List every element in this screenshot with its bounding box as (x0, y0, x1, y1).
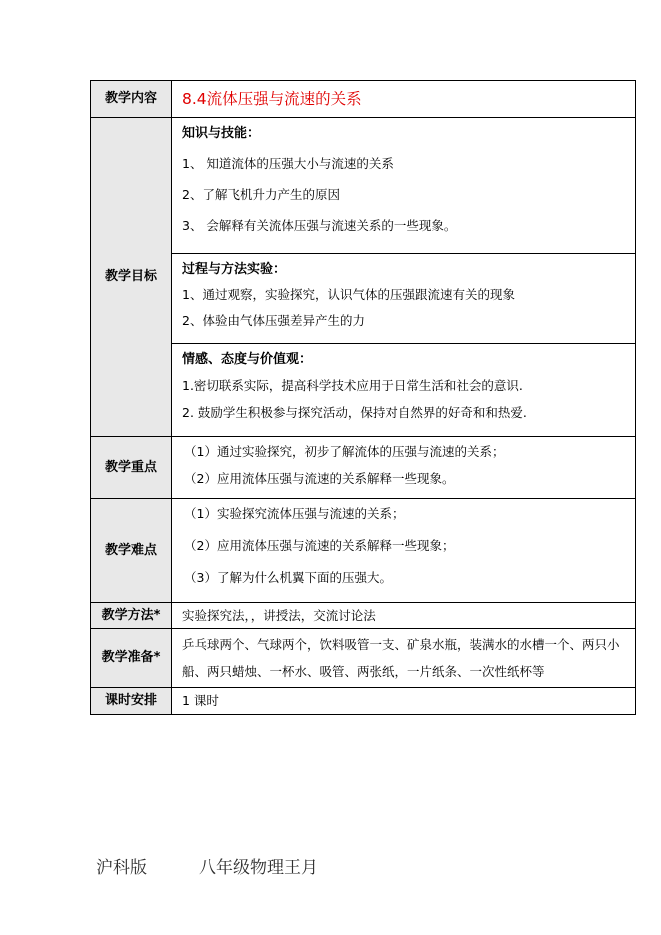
teaching-goals-label: 教学目标 (91, 118, 172, 437)
goal-knowledge-item: 3、 会解释有关流体压强与流速关系的一些现象。 (182, 218, 457, 233)
key-points-cell (172, 437, 636, 499)
difficulty-item: （1）实验探究流体压强与流速的关系； (184, 506, 405, 521)
goal-values-item: 1.密切联系实际，提高科学技术应用于日常生活和社会的意识. (182, 378, 523, 393)
difficulties-cell (172, 499, 636, 603)
difficulties-label: 教学难点 (91, 499, 172, 603)
key-point-item: （1）通过实验探究，初步了解流体的压强与流速的关系； (184, 444, 505, 459)
footer-course: 八年级物理王月 (199, 858, 318, 878)
footer-edition: 沪科版 (96, 858, 147, 878)
page-footer (96, 853, 318, 878)
row-methods (91, 603, 636, 629)
row-goals-process (91, 254, 636, 344)
lesson-plan-table (90, 80, 636, 715)
difficulty-item: （3）了解为什么机翼下面的压强大。 (184, 570, 392, 585)
goal-knowledge-item: 1、 知道流体的压强大小与流速的关系 (182, 156, 394, 171)
goal-knowledge-item: 2、了解飞机升力产生的原因 (182, 187, 340, 202)
row-preparation (91, 629, 636, 688)
goal-section-process (172, 254, 636, 344)
goal-process-item: 2、体验由气体压强差异产生的力 (182, 313, 365, 328)
row-key-points (91, 437, 636, 499)
goal-process-item: 1、通过观察，实验探究，认识气体的压强跟流速有关的现象 (182, 287, 515, 302)
schedule-cell: 1 课时 (172, 688, 636, 715)
difficulty-item: （2）应用流体压强与流速的关系解释一些现象； (184, 538, 455, 553)
preparation-text: 乒乓球两个、气球两个，饮料吸管一支、矿泉水瓶，装满水的水槽一个、两只小船、两只蜡烛、一杯水、吸管、两张纸，一片纸条、一次性纸杯等 (182, 637, 620, 679)
goal-process-heading: 过程与方法实验： (182, 262, 287, 277)
row-schedule (91, 688, 636, 715)
preparation-cell (172, 629, 636, 688)
teaching-content-label: 教学内容 (91, 81, 172, 118)
preparation-label: 教学准备* (91, 629, 172, 688)
goal-values-item: 2. 鼓励学生积极参与探究活动，保持对自然界的好奇和和热爱. (182, 405, 527, 420)
row-teaching-content (91, 81, 636, 118)
goal-section-knowledge (172, 118, 636, 254)
goal-section-values (172, 344, 636, 437)
teaching-content-value-cell (172, 81, 636, 118)
goal-values-heading: 情感、态度与价值观： (182, 352, 313, 367)
methods-cell: 实验探究法，，讲授法，交流讨论法 (172, 603, 636, 629)
schedule-label: 课时安排 (91, 688, 172, 715)
key-points-label: 教学重点 (91, 437, 172, 499)
goal-knowledge-heading: 知识与技能： (182, 126, 261, 141)
methods-label: 教学方法* (91, 603, 172, 629)
row-goals-knowledge (91, 118, 636, 254)
row-goals-values (91, 344, 636, 437)
row-difficulties (91, 499, 636, 603)
lesson-title: 8.4流体压强与流速的关系 (182, 89, 362, 108)
key-point-item: （2）应用流体压强与流速的关系解释一些现象。 (184, 471, 455, 486)
